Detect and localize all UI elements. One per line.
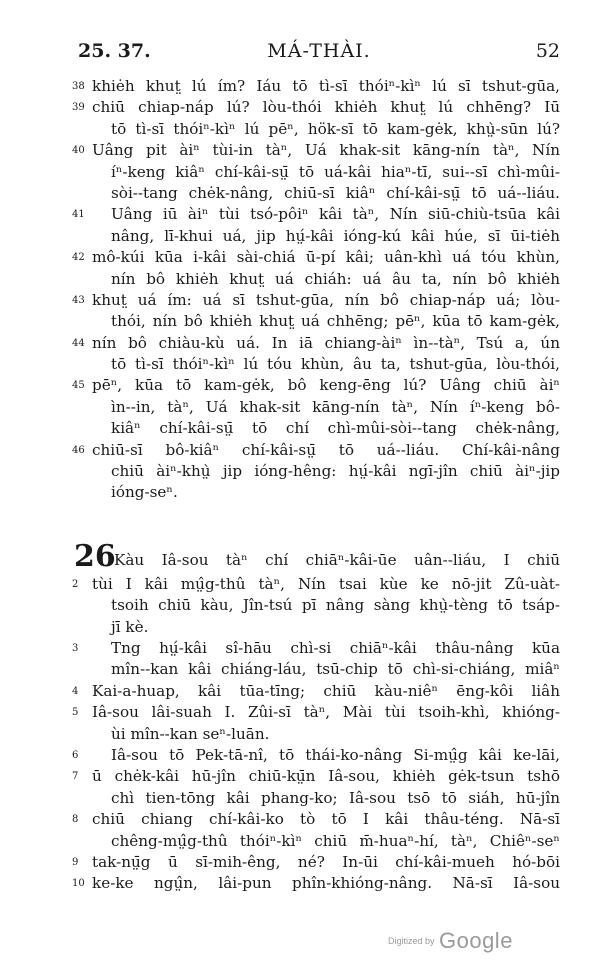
line-text: tak-nṳ̄g ū sī-mih-êng, né? In-ūi chí-kâi-mueh hó-bōi [92,852,560,871]
verse-number: 40 [72,145,85,157]
text-line [0,311,615,332]
verse-number: 42 [72,252,85,264]
line-text: Tng hṳ́-kâi sî-hāu chì-si chiāⁿ-kâi thâu-nâng kūa [111,638,560,657]
verse-number: 43 [72,294,85,306]
text-line [0,97,615,118]
line-text: khut̤ uá ím: uá sī tshut-gūa, nín bô chiap-náp uá; lòu- [92,290,560,309]
line-text: mô-kúi kūa i-kâi sài-chiá ū-pí kâi; uân-khì uá tóu khùn, [92,248,560,267]
line-text: chiū chiang chí-kâi-ko tò tō I kâi thâu-téng. Nā-sī [92,810,560,829]
text-line [0,873,615,894]
verse-number: 45 [72,380,85,392]
line-text: Uâng pit àiⁿ tùi-in tàⁿ, Uá khak-sit kāng-nín tàⁿ, Nín [92,141,560,160]
text-line [0,745,615,766]
verse-number: 8 [72,814,79,826]
text-line [0,333,615,354]
line-text: ke-ke ngṳ̂n, lâi-pun phîn-khióng-nâng. Nā-sī Iâ-sou [92,874,560,893]
line-text: tsoih chiū kàu, Jîn-tsú pī nâng sàng khṳ̀-tèng tō tsáp- [111,596,560,615]
line-text: chì tien-tōng kâi phang-ko; Iâ-sou tsō tō siáh, hū-jîn [111,788,560,807]
text-line [0,724,615,745]
line-text: nín bô chiàu-kù uá. In iā chiang-àiⁿ ìn--tàⁿ, Tsú a, ún [92,333,560,352]
watermark-small-text: Digitized by [388,936,435,946]
text-line [0,659,615,680]
line-text: íⁿ-keng kiâⁿ chí-kâi-sṳ̄ tō uá-kâi hiaⁿ-tī, sui--sī chì-mûi- [111,162,560,181]
line-text: thói, nín bô khiėh khut̤ uá chhēng; pēⁿ, kūa tō kam-gėk, [111,312,560,331]
text-line [0,397,615,418]
line-text: Iâ-sou tō Pek-tā-nî, tō thái-ko-nâng Si-mṳ̂g kâi ke-lāi, [111,745,560,764]
line-text: tō tì-sī thóiⁿ-kìⁿ lú tóu khùn, âu ta, tshut-gūa, lòu-thói, [111,355,560,374]
verse-number: 2 [72,578,79,590]
text-line [0,831,615,852]
line-text: chêng-mṳ̂g-thû thóiⁿ-kìⁿ chiū m̄-huaⁿ-hí, tàⁿ, Chiêⁿ-seⁿ [111,831,560,850]
text-line [0,574,615,595]
verse-number: 41 [72,209,85,221]
text-line [0,354,615,375]
text-line [0,461,615,482]
line-text: pēⁿ, kūa tō kam-gėk, bô keng-ēng lú? Uâng chiū àiⁿ [92,376,560,395]
verse-number: 3 [72,642,79,654]
chapter-first-line: Kàu Iâ-sou tàⁿ chí chiāⁿ-kâi-ūe uân--liáu, I chiū [114,550,560,569]
text-line [0,76,615,97]
text-line [0,226,615,247]
line-text: nâng, lī-khui uá, jip hṳ́-kâi ióng-kú kâi húe, sī ūi-tiėh [111,226,560,245]
verse-number: 9 [72,856,79,868]
line-text: ū chėk-kâi hū-jîn chiū-kṳ̄n Iâ-sou, khiėh gėk-tsun tshō [92,767,560,786]
text-line [0,852,615,873]
text-line [0,140,615,161]
text-line [0,119,615,140]
running-header [78,40,560,66]
text-line [0,809,615,830]
line-text: tùi I kâi mṳ̂g-thû tàⁿ, Nín tsai kùe ke nō-jit Zû-uàt- [92,574,560,593]
text-line [0,162,615,183]
verse-number: 4 [72,685,79,697]
digitized-watermark [388,928,513,954]
chapter-26-opening [0,538,615,574]
chapter-26-text [0,574,615,895]
chapter-25-text [0,76,615,504]
page-body [0,76,615,895]
page-number: 52 [535,40,560,62]
line-text: chiū chiap-náp lú? lòu-thói khiėh khut̤ lú chhēng? Iū [92,98,560,117]
text-line [0,482,615,503]
line-text: Kai-a-huap, kâi tūa-tīng; chiū kàu-niêⁿ ēng-kôi liâh [92,681,560,700]
line-text: jī kè. [111,617,149,636]
text-line [0,638,615,659]
text-line [0,788,615,809]
chapter-number: 26 [74,538,116,574]
line-text: chiū àiⁿ-khṳ̀ jip ióng-hêng: hṳ́-kâi ngī-jîn chiū àiⁿ-jip [111,462,560,481]
verse-number: 6 [72,749,79,761]
verse-number: 5 [72,707,79,719]
line-text: ióng-seⁿ. [111,483,178,502]
line-text: khiėh khut̤ lú ím? Iáu tō tì-sī thóiⁿ-kìⁿ lú sī tshut-gūa, [92,77,560,95]
line-text: Uâng iū àiⁿ tùi tsó-pôiⁿ kâi tàⁿ, Nín siū-chiù-tsūa kâi [111,205,560,224]
text-line [0,204,615,225]
line-text: mîn--kan kâi chiáng-láu, tsū-chip tō chì-si-chiáng, miâⁿ [111,660,560,679]
text-line [0,595,615,616]
verse-number: 38 [72,81,85,92]
verse-number: 39 [72,102,85,114]
google-logo: Google [438,928,513,953]
line-text: nín bô khiėh khut̤ uá chiáh: uá âu ta, nín bô khiėh [111,269,560,288]
text-line [0,681,615,702]
text-line [0,702,615,723]
text-line [0,766,615,787]
text-line [0,290,615,311]
text-line [0,440,615,461]
line-text: chiū-sī bô-kiâⁿ chí-kâi-sṳ̄ tō uá--liáu. Chí-kâi-nâng [92,440,560,459]
verse-number: 46 [72,444,85,456]
line-text: kiâⁿ chí-kâi-sṳ̄ tō chí chì-mûi-sòi--tang chėk-nâng, [111,419,560,438]
book-title: MÁ-THÀI. [267,40,371,62]
verse-number: 7 [72,771,79,783]
text-line [0,183,615,204]
chapter-verse-ref: 25. 37. [78,40,151,62]
line-text: ùi mîn--kan seⁿ-luān. [111,724,270,743]
text-line [0,418,615,439]
line-text: tō tì-sī thóiⁿ-kìⁿ lú pēⁿ, hök-sī tō kam-gėk, khṳ̀-sūn lú? [111,119,560,138]
line-text: sòi--tang chėk-nâng, chiū-sī kiâⁿ chí-kâi-sṳ̄ tō uá--liáu. [111,183,560,202]
text-line [0,375,615,396]
text-line [0,247,615,268]
text-line [0,269,615,290]
text-line [0,617,615,638]
verse-number: 10 [72,878,85,890]
verse-number: 44 [72,337,85,349]
line-text: ìn--in, tàⁿ, Uá khak-sit kāng-nín tàⁿ, Nín íⁿ-keng bô- [111,397,560,416]
line-text: Iâ-sou lâi-suah I. Zûi-sī tàⁿ, Mài tùi tsoih-khì, khióng- [92,703,560,722]
